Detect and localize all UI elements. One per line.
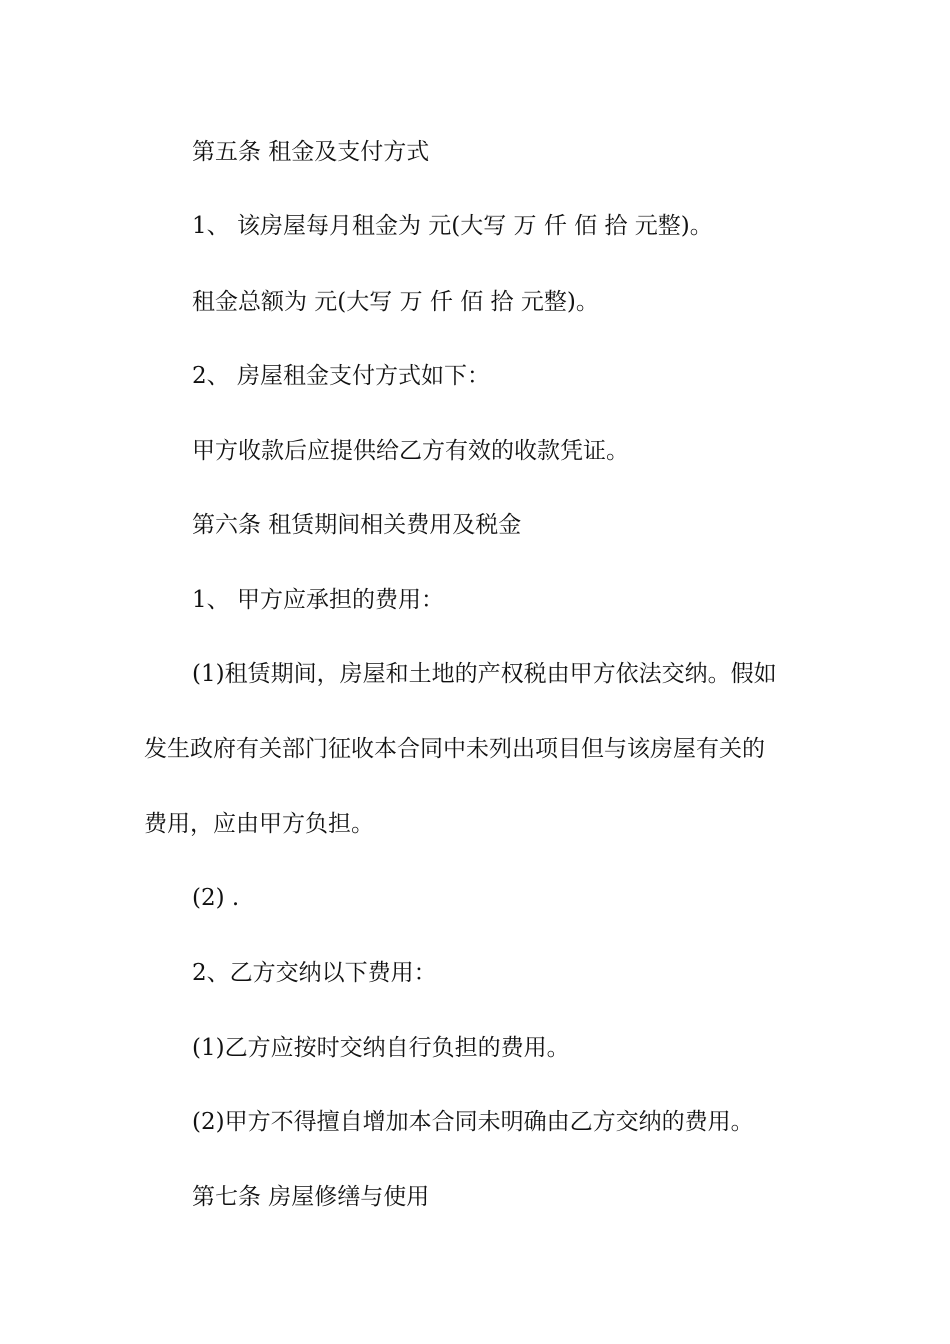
property-tax-clause-line-3: 费用，应由甲方负担。 [144, 811, 374, 837]
party-b-fees-item-1: (1)乙方应按时交纳自行负担的费用。 [192, 1035, 570, 1061]
party-b-fees-item-2: (2)甲方不得擅自增加本合同未明确由乙方交纳的费用。 [192, 1109, 754, 1135]
article-6-heading: 第六条 租赁期间相关费用及税金 [192, 512, 522, 538]
total-rent-clause: 租金总额为 元(大写 万 仟 佰 拾 元整)。 [192, 289, 599, 315]
receipt-clause: 甲方收款后应提供给乙方有效的收款凭证。 [192, 438, 629, 464]
party-a-fees-item-2: (2) . [192, 885, 240, 911]
payment-method-clause: 2、 房屋租金支付方式如下： [192, 363, 490, 389]
property-tax-clause-line-1: (1)租赁期间，房屋和土地的产权税由甲方依法交纳。假如 [192, 661, 777, 687]
article-5-heading: 第五条 租金及支付方式 [192, 139, 430, 165]
article-7-heading: 第七条 房屋修缮与使用 [192, 1184, 430, 1210]
monthly-rent-clause: 1、 该房屋每月租金为 元(大写 万 仟 佰 拾 元整)。 [192, 213, 713, 239]
party-a-fees-clause: 1、 甲方应承担的费用： [192, 587, 444, 613]
party-b-fees-clause: 2、乙方交纳以下费用： [192, 960, 437, 986]
property-tax-clause-line-2: 发生政府有关部门征收本合同中未列出项目但与该房屋有关的 [144, 736, 765, 762]
